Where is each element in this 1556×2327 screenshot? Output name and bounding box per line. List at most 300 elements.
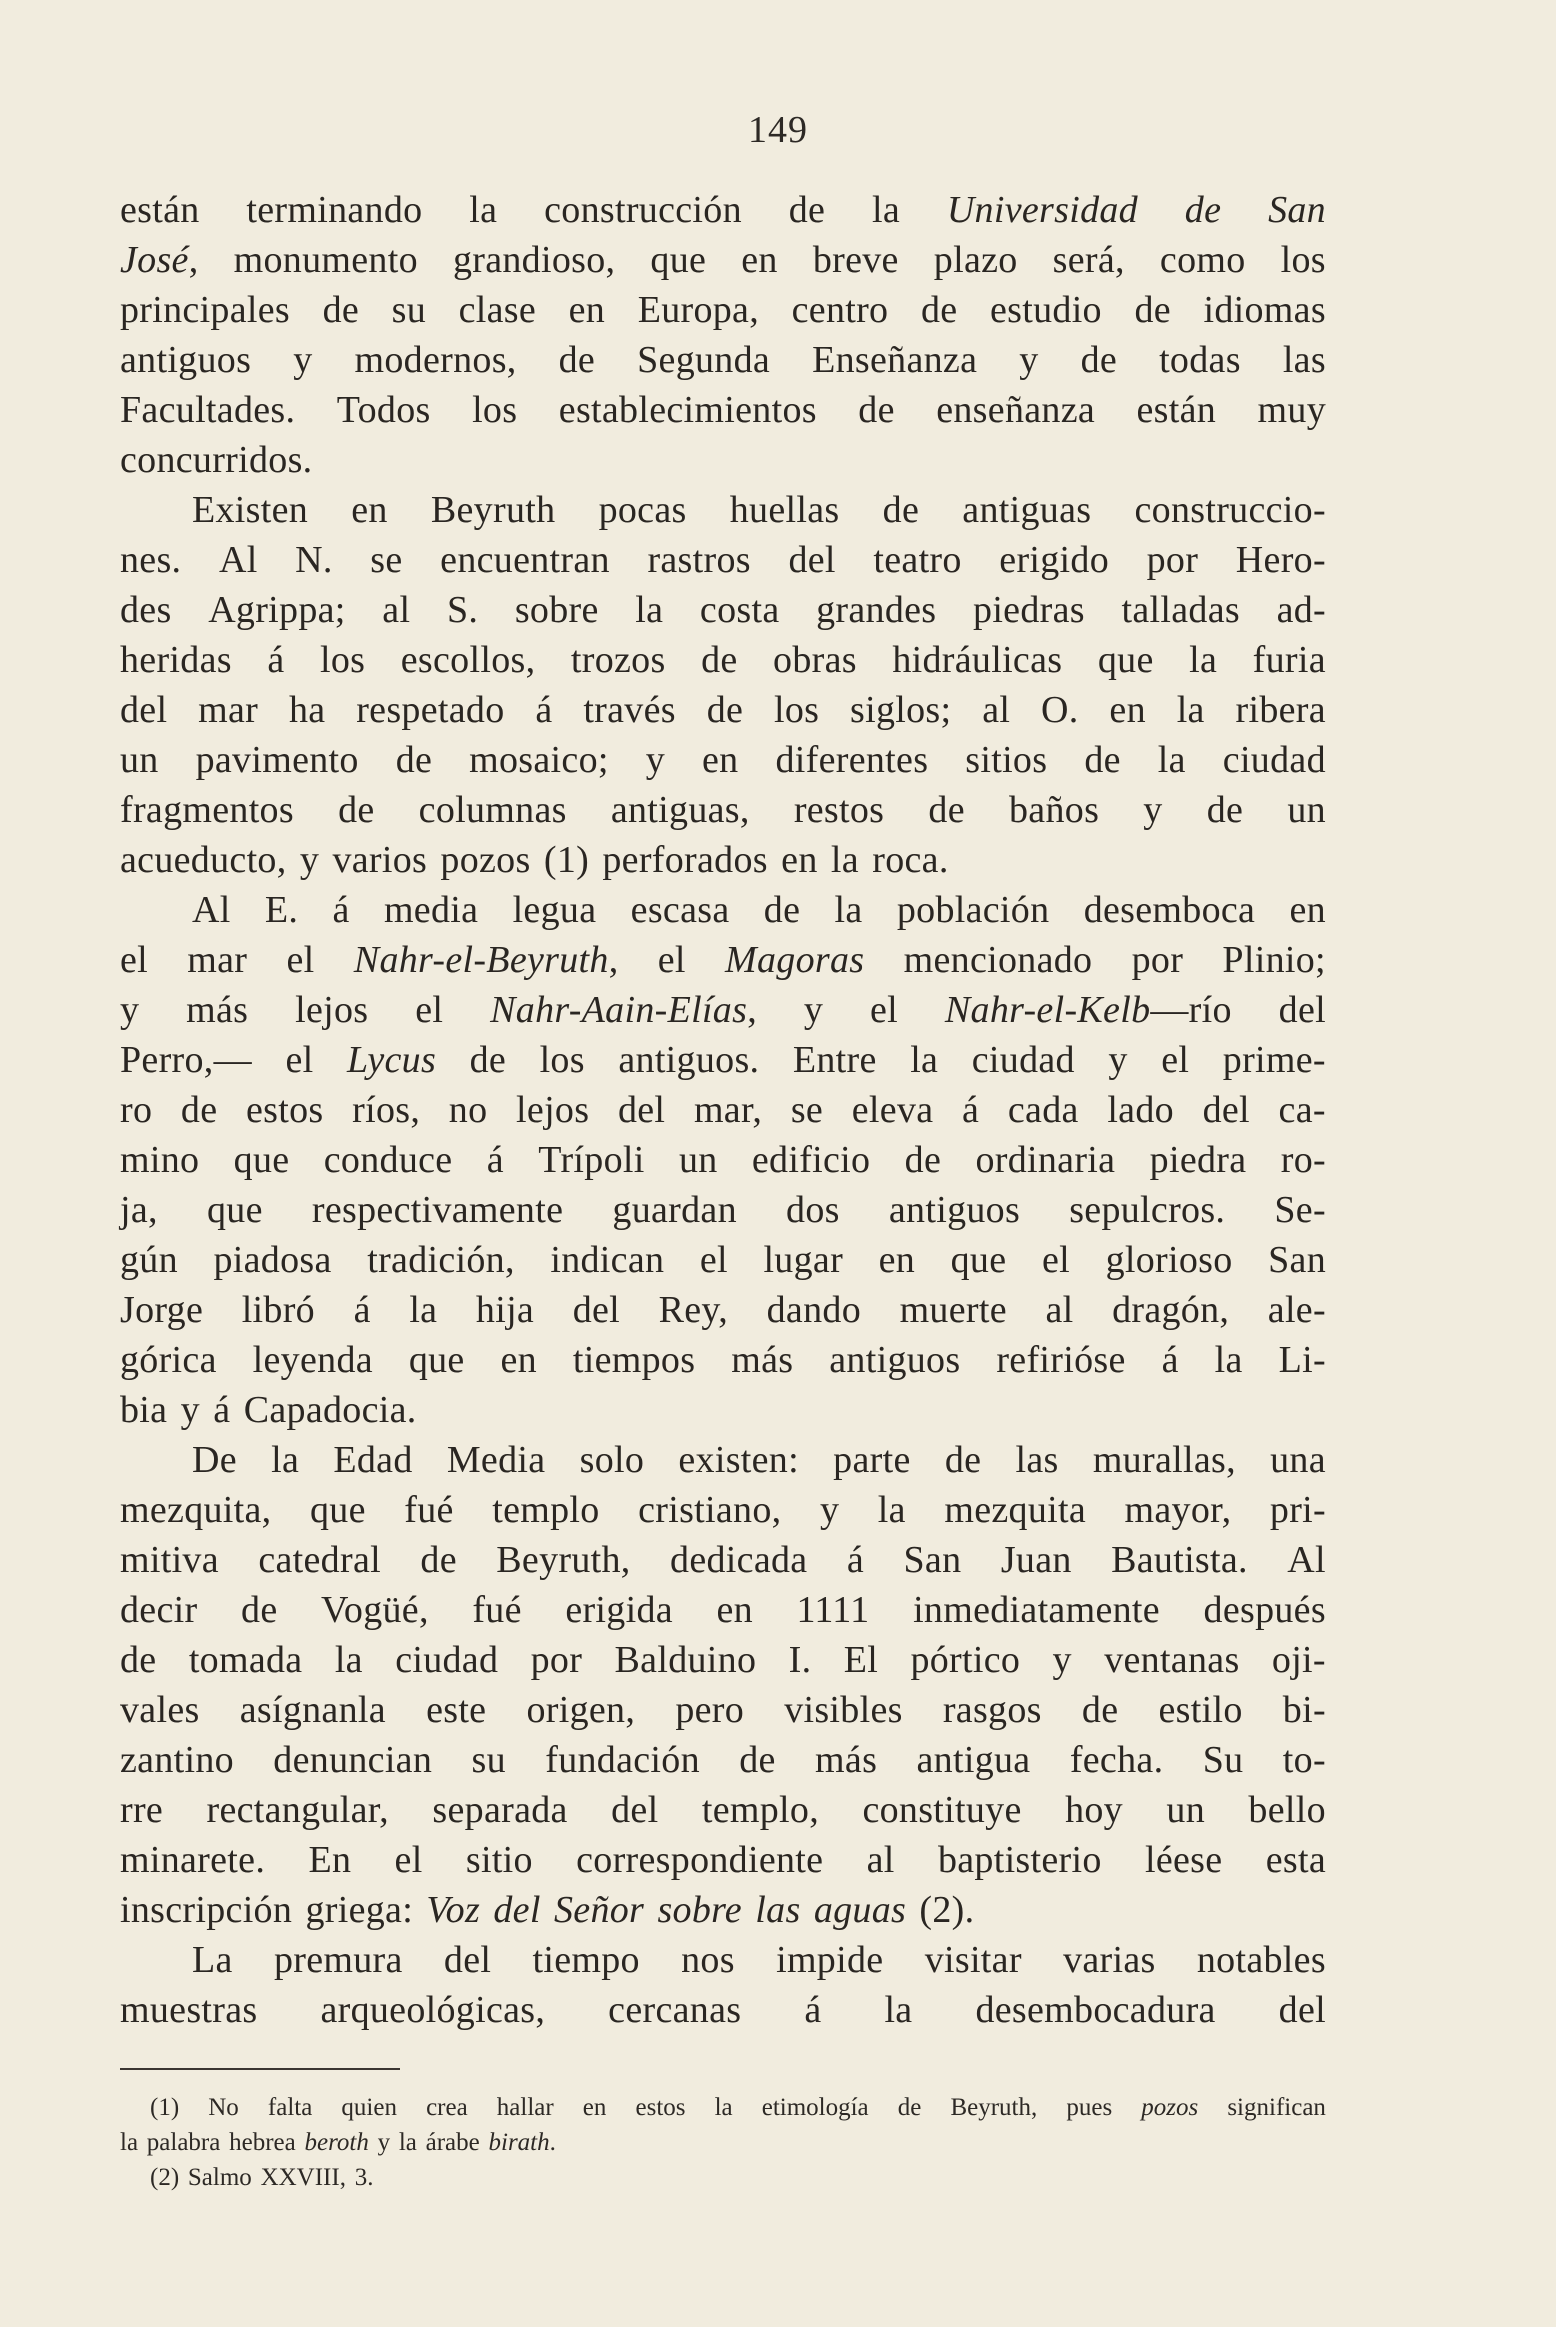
text-line (120, 385, 1326, 435)
word: impide (776, 1939, 884, 1981)
word: Li- (1278, 1339, 1326, 1381)
word: del (611, 1789, 659, 1831)
word: después (1203, 1589, 1326, 1631)
word: los (320, 639, 366, 681)
word: Existen (192, 489, 309, 531)
text-line (120, 1285, 1326, 1335)
text-line (120, 1735, 1326, 1785)
word: templo, (701, 1789, 820, 1831)
word: Hero- (1235, 539, 1326, 581)
word: vales (120, 1689, 200, 1731)
word: grandioso, (452, 239, 616, 281)
word: de (928, 789, 965, 831)
word: se (790, 1089, 824, 1131)
word: el (870, 989, 899, 1031)
text-line (120, 1585, 1326, 1635)
word: y (1052, 1639, 1072, 1681)
word: cristiano, (638, 1489, 782, 1531)
word: el (120, 939, 149, 981)
word: de (395, 739, 433, 781)
word: La (192, 1939, 233, 1981)
word: estos (246, 1089, 324, 1131)
text-line (120, 285, 1326, 335)
footnotes (120, 2090, 1326, 2195)
word: Facultades. (120, 389, 296, 431)
word: en (716, 1589, 753, 1631)
word: en (568, 289, 606, 331)
word: través (583, 689, 676, 731)
word: restos (793, 789, 885, 831)
word: N. (295, 539, 333, 581)
word: por (1131, 939, 1184, 981)
word: fué (404, 1489, 454, 1531)
word: San (903, 1539, 962, 1581)
word: templo (492, 1489, 600, 1531)
word: á (353, 1289, 371, 1331)
word: el (285, 1039, 314, 1081)
word: varias (1063, 1939, 1156, 1981)
word: ad- (1276, 589, 1326, 631)
text-line (120, 1035, 1326, 1085)
word: estos (635, 2094, 686, 2121)
word: de (920, 289, 958, 331)
word: visitar (924, 1939, 1022, 1981)
text-line (120, 1785, 1326, 1835)
word: origen, (526, 1689, 636, 1731)
word: ja, (120, 1189, 158, 1231)
text-line (120, 1485, 1326, 1535)
word: los (773, 689, 820, 731)
word: ha (288, 689, 326, 731)
word: ribera (1235, 689, 1326, 731)
text-line (120, 785, 1326, 835)
text-line (120, 1835, 1326, 1885)
word: zantino (120, 1739, 234, 1781)
word: construcción (544, 189, 742, 231)
word: la (271, 1439, 300, 1481)
word: varios (332, 839, 428, 881)
word: Lycus (347, 1039, 437, 1081)
text-line (120, 1435, 1326, 1485)
word: Trípoli (538, 1139, 645, 1181)
word: pórtico (910, 1639, 1021, 1681)
text-line (120, 1635, 1326, 1685)
word: las (1015, 1439, 1059, 1481)
word: respectivamente (311, 1189, 564, 1231)
word: concurridos. (120, 439, 313, 481)
word: José, (120, 239, 199, 281)
word: erigido (999, 539, 1110, 581)
word: tiempo (532, 1939, 640, 1981)
word: y (293, 339, 313, 381)
word: de (858, 389, 895, 431)
word: San (1268, 1239, 1326, 1281)
word: y (377, 2129, 391, 2156)
word: la (409, 1289, 438, 1331)
word: minarete. (120, 1839, 266, 1881)
word: Nahr-Aain-Elías, (490, 989, 758, 1031)
word: á (213, 1389, 231, 1431)
word: de (882, 489, 920, 531)
word: encuentran (440, 539, 610, 581)
word: Beyruth, (496, 1539, 631, 1581)
text-line (120, 1335, 1326, 1385)
word: su (391, 289, 427, 331)
word: sitio (465, 1839, 533, 1881)
word: en (781, 839, 818, 881)
word: Rey, (658, 1289, 729, 1331)
word: del (572, 1289, 621, 1331)
word: esta (1265, 1839, 1326, 1881)
word: No (208, 2094, 239, 2121)
word: palabra (146, 2129, 221, 2156)
word: escollos, (400, 639, 536, 681)
word: el (1041, 1239, 1070, 1281)
word: en (500, 1339, 537, 1381)
word: al (1045, 1289, 1074, 1331)
word: heridas (120, 639, 232, 681)
word: sobre (514, 589, 599, 631)
text-line (120, 685, 1326, 735)
word: Magoras (725, 939, 865, 981)
word: XXVIII, (260, 2164, 346, 2191)
word: dragón, (1112, 1289, 1230, 1331)
word: pozos (440, 839, 531, 881)
word: rectangular, (206, 1789, 389, 1831)
word: rasgos (942, 1689, 1042, 1731)
word: á (846, 1539, 865, 1581)
word: to- (1282, 1739, 1326, 1781)
word: á (535, 689, 553, 731)
word: á (486, 1139, 504, 1181)
word: Perro,— (120, 1039, 252, 1081)
text-line (120, 1185, 1326, 1235)
word: rre (120, 1789, 164, 1831)
word: la (910, 1039, 939, 1081)
word: todas (1159, 339, 1241, 381)
word: mencionado (903, 939, 1093, 981)
word: asígnanla (239, 1689, 386, 1731)
word: Salmo (187, 2164, 252, 2191)
word: bia (120, 1389, 168, 1431)
word: Nahr-el-Beyruth, (353, 939, 619, 981)
word: el (1161, 1039, 1190, 1081)
text-line (120, 985, 1326, 1035)
word: desemboca (1083, 889, 1256, 931)
word: pero (675, 1689, 745, 1731)
word: gún (120, 1239, 178, 1281)
word: ale- (1267, 1289, 1326, 1331)
text-line (120, 1685, 1326, 1735)
word: al (382, 589, 411, 631)
word: ciudad (1222, 739, 1326, 781)
word: mezquita, (120, 1489, 272, 1531)
word: hallar (496, 2094, 554, 2121)
word: más (815, 1739, 878, 1781)
word: la (1157, 739, 1186, 781)
word: en (878, 1239, 916, 1281)
word: están (120, 189, 200, 231)
word: de (1134, 289, 1171, 331)
text-line (120, 1985, 1326, 2035)
word: obras (773, 639, 857, 681)
word: la (334, 1639, 363, 1681)
footnote-line (120, 2125, 1326, 2160)
word: la (830, 839, 859, 881)
word: inmediatamente (913, 1589, 1160, 1631)
text-line (120, 585, 1326, 635)
word: idiomas (1203, 289, 1326, 331)
word: y (1143, 789, 1163, 831)
word: visibles (784, 1689, 903, 1731)
word: 1111 (796, 1589, 870, 1631)
word: guardan (612, 1189, 737, 1231)
word: plazo (933, 239, 1018, 281)
word: catedral (258, 1539, 381, 1581)
word: notables (1196, 1939, 1326, 1981)
word: parte (833, 1439, 911, 1481)
word: del (443, 1939, 492, 1981)
word: Al (1287, 1539, 1326, 1581)
word: huellas (729, 489, 840, 531)
word: mitiva (120, 1539, 219, 1581)
word: fué (472, 1589, 522, 1631)
word: premura (273, 1939, 403, 1981)
text-line (120, 1235, 1326, 1285)
word: Al (192, 889, 231, 931)
word: un (1166, 1789, 1205, 1831)
word: á (804, 1989, 822, 2031)
word: roca. (872, 839, 949, 881)
word: ciudad (971, 1039, 1075, 1081)
word: trozos (570, 639, 666, 681)
word: (1) (150, 2094, 180, 2121)
word: leyenda (252, 1339, 373, 1381)
word: Nahr-el-Kelb—río (944, 989, 1232, 1031)
text-line (120, 185, 1326, 235)
word: constituye (862, 1789, 1022, 1831)
word: léese (1144, 1839, 1223, 1881)
word: fecha. (1069, 1739, 1164, 1781)
word: dando (766, 1289, 861, 1331)
text-line (120, 1885, 1326, 1935)
word: siglos; (850, 689, 952, 731)
word: diferentes (775, 739, 929, 781)
word: enseñanza (936, 389, 1096, 431)
word: pri- (1269, 1489, 1326, 1531)
word: la (635, 589, 664, 631)
word: en (702, 739, 739, 781)
word: antiguas (962, 489, 1092, 531)
word: que (650, 239, 707, 281)
word: las (755, 1889, 801, 1931)
word: los (472, 389, 518, 431)
word: al (866, 1839, 895, 1881)
word: desembocadura (975, 1989, 1216, 2031)
word: población (896, 889, 1050, 931)
word: refirióse (996, 1339, 1126, 1381)
footnote-line (120, 2160, 1326, 2195)
word: solo (579, 1439, 645, 1481)
word: mar, (693, 1089, 763, 1131)
word: sobre (657, 1889, 742, 1931)
word: falta (267, 2094, 313, 2121)
word: mosaico; (469, 739, 609, 781)
word: y (819, 1489, 840, 1531)
word: antiguos. (618, 1039, 760, 1081)
word: des (120, 589, 172, 631)
word: la (1214, 1339, 1243, 1381)
word: tiempos (572, 1339, 696, 1381)
word: furia (1252, 639, 1326, 681)
word: De (192, 1439, 237, 1481)
word: que (1097, 639, 1154, 681)
word: la (884, 1989, 913, 2031)
word: Beyruth (430, 489, 556, 531)
word: en (351, 489, 388, 531)
word: denuncian (273, 1739, 433, 1781)
word: á (267, 639, 285, 681)
word: I. (788, 1639, 812, 1681)
word: eleva (851, 1089, 934, 1131)
word: por (530, 1639, 583, 1681)
text-line (120, 335, 1326, 385)
word: los (539, 1039, 585, 1081)
word: columnas (418, 789, 567, 831)
word: de (1184, 189, 1222, 231)
word: y (180, 1389, 200, 1431)
word: mezquita (944, 1489, 1087, 1531)
word: de (241, 1589, 278, 1631)
word: y (803, 989, 824, 1031)
text-line (120, 535, 1326, 585)
word: griega: (305, 1889, 414, 1931)
word: que (233, 1139, 290, 1181)
word: Europa, (637, 289, 760, 331)
word: O. (1041, 689, 1079, 731)
word: por (1146, 539, 1199, 581)
text-line (120, 735, 1326, 785)
word: Media (446, 1439, 546, 1481)
word: respetado (356, 689, 505, 731)
word: Señor (553, 1889, 645, 1931)
word: la (1176, 689, 1205, 731)
word: cada (1007, 1089, 1079, 1131)
word: rastros (647, 539, 751, 581)
word: del (1278, 989, 1326, 1031)
word: ordinaria (975, 1139, 1116, 1181)
word: ro- (1280, 1139, 1326, 1181)
word: de (338, 789, 375, 831)
text-line (120, 635, 1326, 685)
word: (1) (543, 839, 590, 881)
word: la (871, 189, 900, 231)
word: de (1081, 1689, 1119, 1731)
word: establecimientos (558, 389, 817, 431)
body-text (120, 185, 1326, 2035)
word: la (120, 2129, 139, 2156)
word: del (493, 1889, 541, 1931)
word: centro (791, 289, 889, 331)
word: de (558, 339, 596, 381)
word: prime- (1222, 1039, 1326, 1081)
word: Universidad (946, 189, 1138, 231)
word: En (308, 1839, 352, 1881)
footnote-separator (120, 2068, 400, 2070)
word: oji- (1271, 1639, 1326, 1681)
word: á (332, 889, 350, 931)
word: y (1019, 339, 1039, 381)
word: breve (812, 239, 899, 281)
word: muestras (120, 1989, 258, 2031)
word: la (834, 889, 863, 931)
word: piedra (1149, 1139, 1247, 1181)
word: de (706, 689, 744, 731)
word: (2) (150, 2164, 180, 2191)
word: el (286, 939, 315, 981)
word: de (1084, 739, 1121, 781)
word: hidráulicas (892, 639, 1063, 681)
word: ríos, (352, 1089, 421, 1131)
word: piedras (973, 589, 1085, 631)
word: ciudad (395, 1639, 499, 1681)
word: Juan (1000, 1539, 1072, 1581)
word: ro (120, 1089, 153, 1131)
word: libró (241, 1289, 315, 1331)
word: del (120, 689, 168, 731)
word: de (944, 1439, 982, 1481)
word: de (1206, 789, 1244, 831)
word: mar (198, 689, 259, 731)
word: 3. (354, 2164, 374, 2191)
word: Beyruth, (950, 2094, 1038, 2121)
word: de (904, 1139, 942, 1181)
word: un (678, 1139, 718, 1181)
word: hija (475, 1289, 535, 1331)
word: existen: (678, 1439, 799, 1481)
word: antiguos (829, 1339, 961, 1381)
word: mayor, (1124, 1489, 1232, 1531)
word: á (962, 1089, 980, 1131)
word: sepulcros. (1069, 1189, 1226, 1231)
word: talladas (1121, 589, 1240, 631)
text-line (120, 835, 1326, 885)
word: de (739, 1739, 776, 1781)
word: arqueológicas, (320, 1989, 546, 2031)
word: de (420, 1539, 457, 1581)
word: de (788, 189, 826, 231)
word: Segunda (637, 339, 771, 381)
word: acueducto, (120, 839, 287, 881)
word: estudio (989, 289, 1102, 331)
word: no (448, 1089, 488, 1131)
word: cercanas (608, 1989, 742, 2031)
word: muerte (899, 1289, 1007, 1331)
word: hoy (1065, 1789, 1123, 1831)
word: erigida (565, 1589, 673, 1631)
word: de (322, 289, 360, 331)
word: á (1161, 1339, 1179, 1381)
word: nes. (120, 539, 182, 581)
word: dedicada (670, 1539, 808, 1581)
word: de (120, 1639, 157, 1681)
word: media (383, 889, 479, 931)
word: más (186, 989, 249, 1031)
word: la (1189, 639, 1218, 681)
word: Entre (792, 1039, 877, 1081)
word: (2). (919, 1889, 975, 1931)
word: de (469, 1039, 507, 1081)
